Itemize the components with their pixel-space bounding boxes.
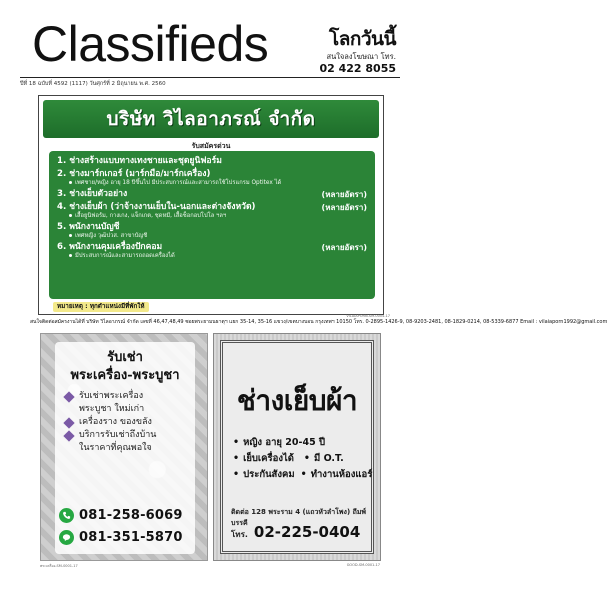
phone-label: โทร.: [231, 530, 248, 539]
bullet-icon: [69, 214, 72, 217]
job-title: 4. ช่างเย็บผ้า (ว่าจ้างงานเย็บใน-นอกและต่างจังหวัด): [57, 202, 256, 212]
job-detail: เพศชาย/หญิง อายุ 18 ปีขึ้นไป มีประสบการณ์และสามารถใช้โปรแกรม Optitex ได้: [57, 180, 367, 187]
job-title: 2. ช่างมาร์กเกอร์ (มาร์กมือ/มาร์กเครื่อง): [57, 169, 211, 179]
page-header: [20, 12, 400, 74]
bullet-icon: •: [303, 453, 310, 464]
tailor-ad-heading: ช่างเย็บผ้า: [236, 384, 358, 417]
phone-number: 081-258-6069: [79, 507, 183, 523]
tailor-job-ad: [213, 333, 381, 561]
bullet-icon: [69, 254, 72, 257]
amulet-ad-heading: รับเช่า: [107, 350, 143, 365]
list-item: บริการรับเช่าถึงบ้าน: [63, 429, 191, 442]
ad-code: GOOD-SM-0001-17: [346, 563, 380, 567]
amulet-ad: [40, 333, 208, 561]
job-title: 5. พนักงานบัญชี: [57, 222, 120, 232]
phone-number: 02-225-0404: [253, 523, 361, 541]
bullet-icon: •: [233, 469, 240, 480]
newspaper-brand: โลกวันนี้: [329, 28, 396, 50]
list-item: เครื่องราง ของขลัง: [63, 416, 191, 429]
phone-number: 081-351-5870: [79, 529, 183, 545]
tailor-phone[interactable]: [231, 523, 373, 545]
job-item: [57, 242, 367, 260]
job-ad-vilaiaporn: [38, 95, 384, 315]
section-title: Classifieds: [32, 16, 269, 72]
advertise-label: สนใจลงโฆษณา โทร.: [326, 52, 396, 61]
phone-icon: [59, 508, 74, 523]
list-item: ในราคาที่คุณพอใจ: [79, 443, 152, 453]
job-item: [57, 189, 367, 200]
list-item: • เย็บเครื่องได้ • มี O.T.: [233, 451, 377, 467]
diamond-icon: [63, 391, 74, 402]
tailor-ad-frame: [220, 340, 374, 554]
amulet-service-list: [63, 390, 191, 455]
list-item: รับเช่าพระเครื่อง: [63, 390, 191, 403]
amulet-phone-1[interactable]: [59, 506, 191, 524]
bullet-icon: [69, 181, 72, 184]
job-title: 6. พนักงานคุมเครื่องปักคอม: [57, 242, 163, 252]
job-openings-tag: (หลายอัตรา): [321, 243, 367, 252]
advertise-phone: 02 422 8055: [319, 62, 396, 75]
bullet-icon: [69, 234, 72, 237]
diamond-icon: [63, 417, 74, 428]
amulet-ad-panel: [55, 342, 195, 554]
bullet-icon: •: [233, 453, 240, 464]
job-title: 3. ช่างเย็บตัวอย่าง: [57, 189, 128, 199]
bullet-icon: •: [233, 437, 240, 448]
ad-code: VILAIAPORN-SM-0004-17: [346, 314, 390, 318]
job-item: [57, 156, 367, 167]
job-detail: เสื้อยูนิฟอร์ม, กางเกง, แจ็กเกต, ชุดหมี, เสื้อช็อกอปโปโล ฯลฯ: [57, 213, 367, 220]
amulet-ad-subheading: พระเครื่อง-พระบูชา: [70, 368, 180, 383]
job-item: [57, 202, 367, 220]
company-name: บริษัท วิไลอาภรณ์ จำกัด: [106, 108, 316, 130]
issue-info: ปีที่ 18 ฉบับที่ 4592 (1117) วันศุกร์ที่ 2 มิถุนายน พ.ศ. 2560: [20, 77, 400, 87]
list-item: • ประกันสังคม • ทำงานห้องแอร์: [233, 467, 377, 483]
urgent-hiring-label: รับสมัครด่วน: [191, 142, 231, 150]
job-detail: เพศหญิง วุฒิปวส. สาขาบัญชี: [57, 233, 367, 240]
bullet-icon: •: [300, 469, 307, 480]
tailor-address: ติดต่อ 128 พระราม 4 (แถวหัวลำโพง) ถีมพ์บรรคี: [231, 508, 367, 527]
job-list: [49, 151, 375, 299]
job-item: [57, 222, 367, 240]
line-app-icon: [59, 530, 74, 545]
job-detail: มีประสบการณ์และสามารถถอดเครื่องได้: [57, 253, 367, 260]
tailor-requirements: [233, 435, 377, 483]
company-banner: [43, 100, 379, 138]
amulet-phone-2[interactable]: [59, 528, 191, 546]
job-item: [57, 169, 367, 187]
job-openings-tag: (หลายอัตรา): [321, 203, 367, 212]
ad-code: พระเครื่อง-SM-0001-17: [40, 564, 78, 568]
contact-info: สนใจติดต่อสมัครงานได้ที่ บริษัท วิไลอาภรณ์ จำกัด เลขที่ 46,47,48,49 ซอยพระยามนธาตุฯ แยก 35-14, 35-16 แขวง/เขตบางบอน กรุงเทพฯ 10150 โทร. 0-2895-1426-9, 08-9203-2481, 08-1829-0214, 08-5339-6877 Email : vilaiaporn1992@gmail.com: [30, 319, 607, 325]
diamond-icon: [63, 430, 74, 441]
job-openings-tag: (หลายอัตรา): [321, 190, 367, 199]
job-title: 1. ช่างสร้างแบบทางเทงชายและชุดยูนิฟอร์ม: [57, 156, 222, 166]
accommodation-note: หมายเหตุ : ทุกตำแหน่งมีที่พักให้: [53, 302, 149, 312]
list-item: • หญิง อายุ 20-45 ปี: [233, 435, 377, 451]
list-item: พระบูชา ใหม่เก่า: [79, 404, 145, 414]
